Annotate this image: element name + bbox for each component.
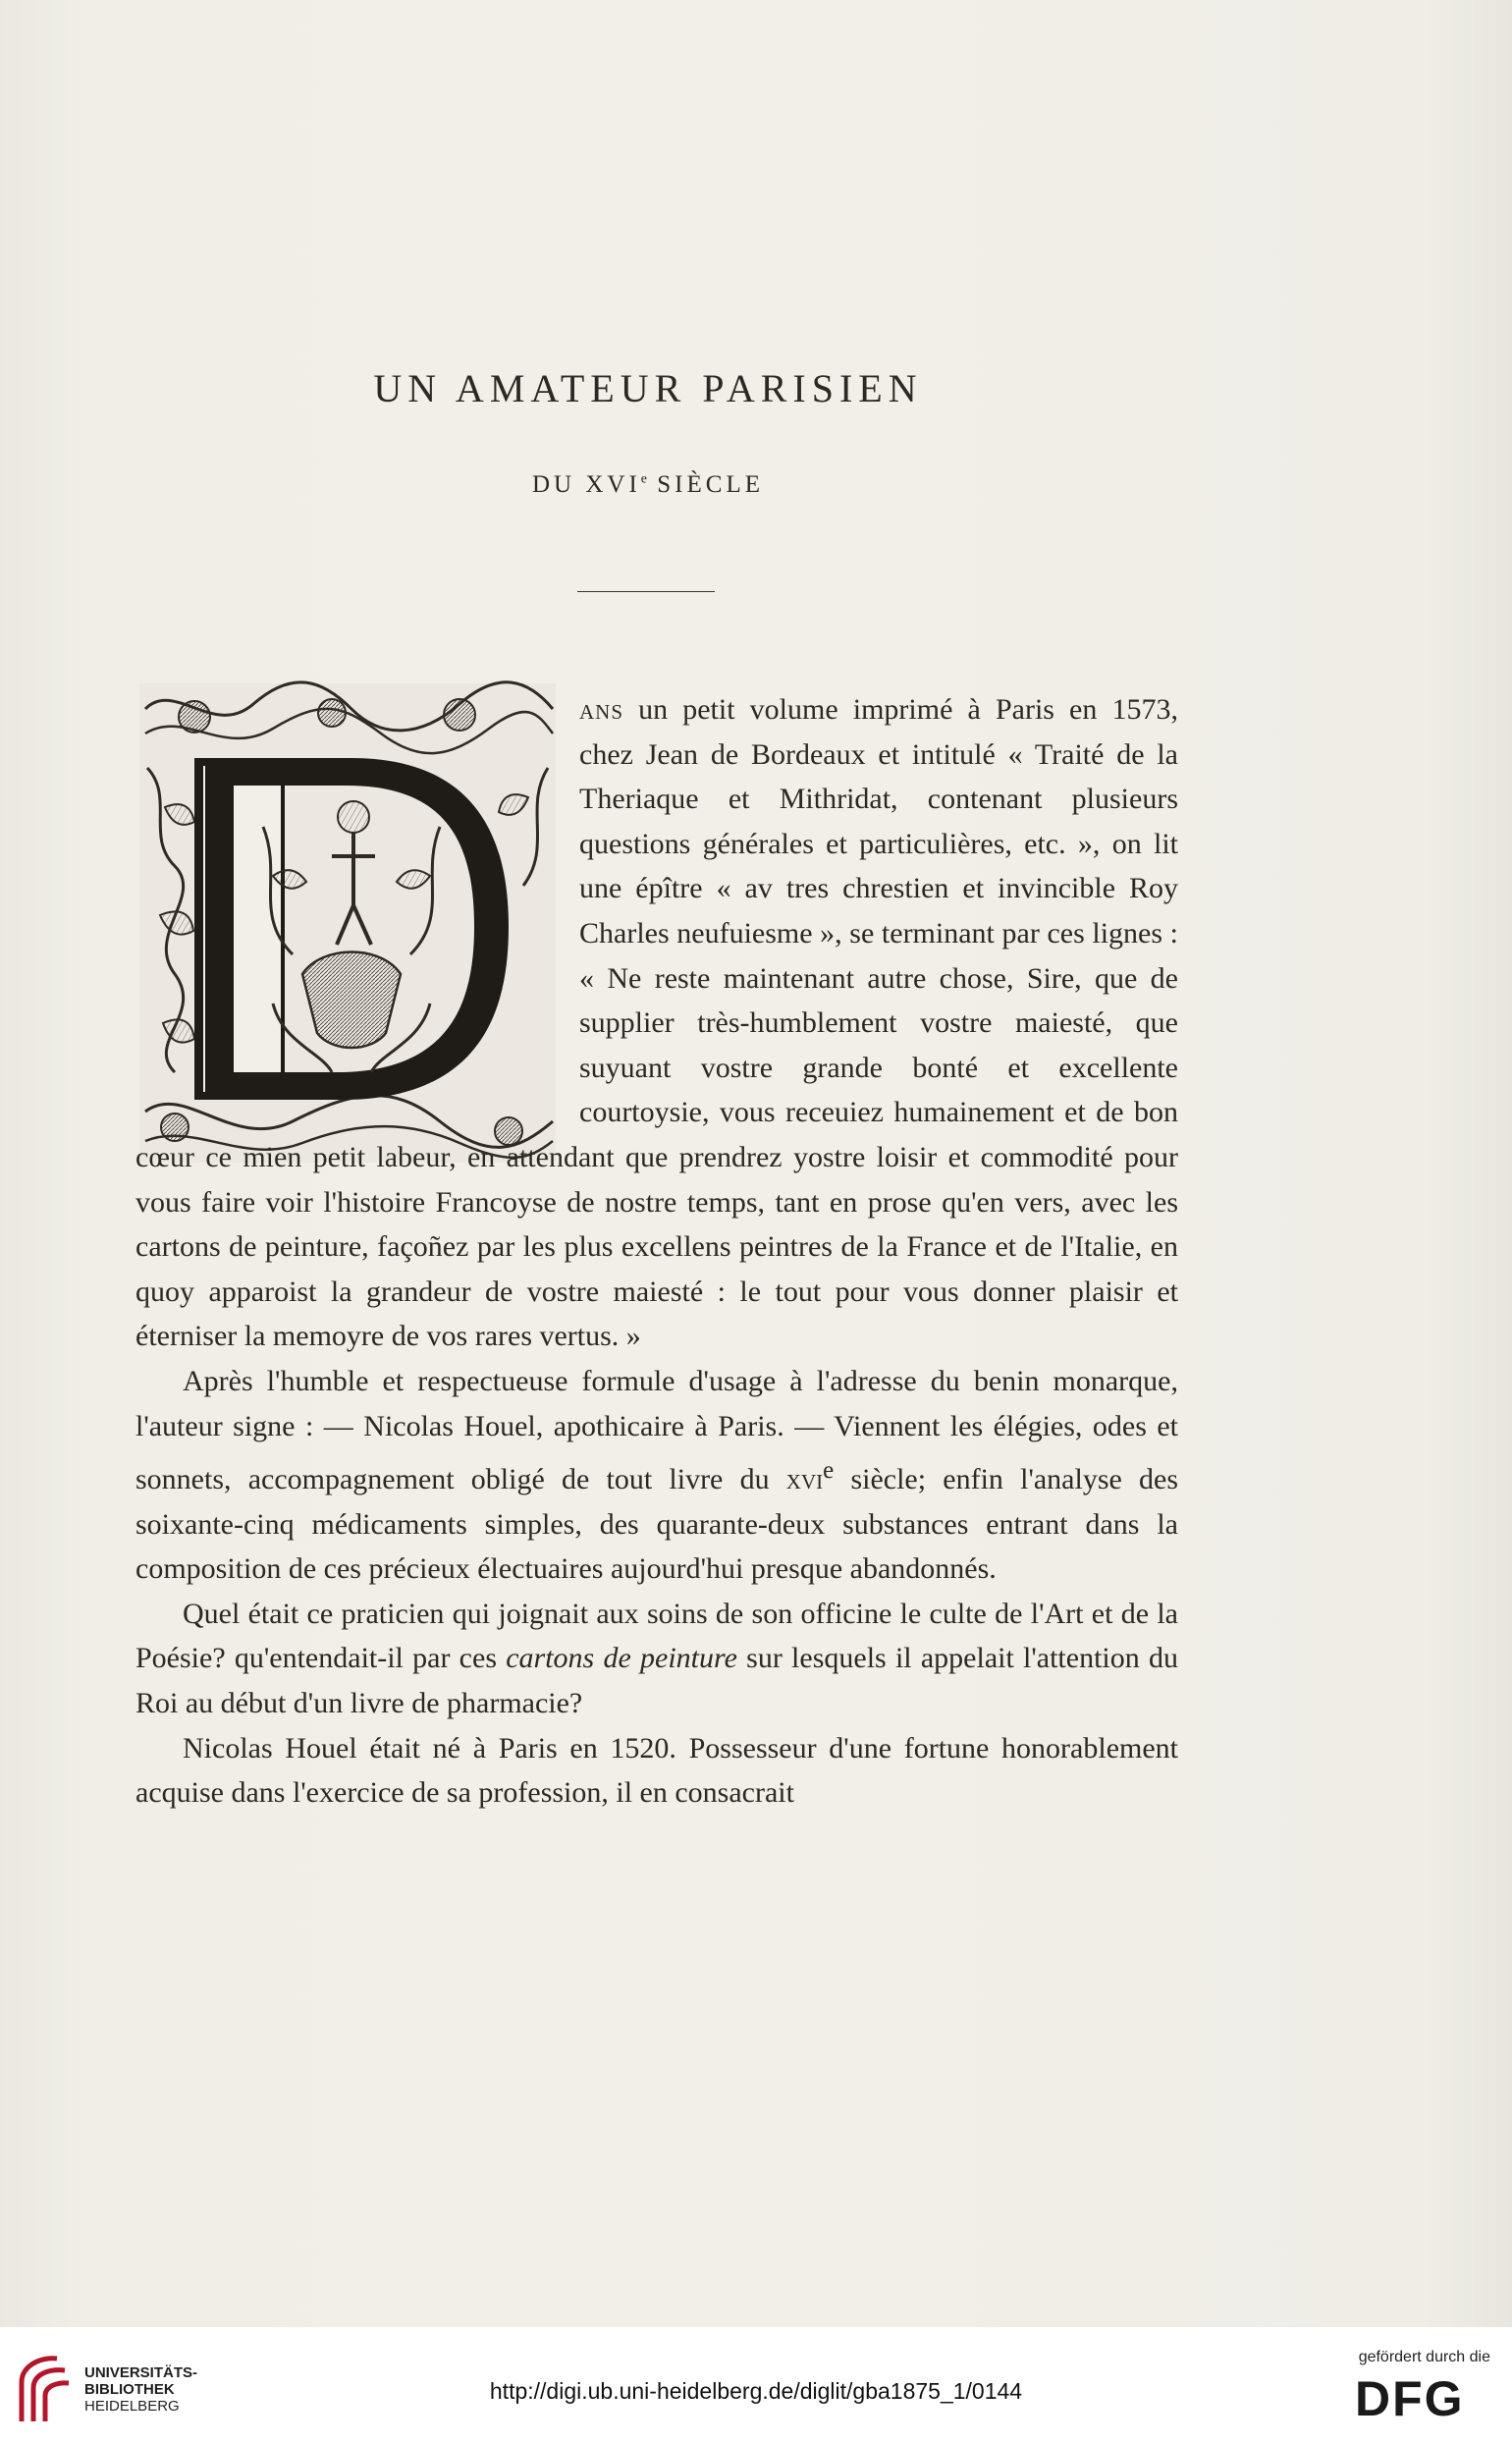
subtitle-superscript: e	[640, 471, 648, 487]
title-divider	[577, 591, 715, 592]
dfg-logo-text: DFG	[1355, 2374, 1465, 2421]
library-line-3: HEIDELBERG	[84, 2398, 180, 2415]
subtitle-suffix: SIÈCLE	[647, 471, 764, 498]
dropcap-continuation: ans	[579, 693, 624, 726]
paragraph-3-text-a: Quel était ce praticien qui joignait aux soins de son officine le culte de l'Art et de la Poésie? qu'entendait-il par ces	[135, 1597, 1178, 1675]
digitization-footer	[0, 2327, 1512, 2443]
paragraph-2	[135, 1359, 1178, 1592]
paragraph-4-text: Nicolas Houel était né à Paris en 1520. Possesseur d'une fortune honorablement acquise dans l'exercice de sa profession, il en consacrait	[135, 1731, 1178, 1810]
dfg-logo-icon	[1355, 2374, 1490, 2421]
article-title: UN AMATEUR PARISIEN	[373, 366, 923, 410]
funding-note: gefördert durch die	[1358, 2349, 1490, 2365]
initial-placeholder	[135, 687, 579, 1131]
article-subtitle	[0, 471, 1296, 499]
paragraph-4	[135, 1726, 1178, 1816]
library-line-1: UNIVERSITÄTS-	[84, 2364, 198, 2381]
library-line-2: BIBLIOTHEK	[84, 2381, 175, 2398]
century-numeral: xvi	[785, 1463, 824, 1496]
paragraph-2-text-b: siècle; enfin l'analyse des soixante-cinq médicaments simples, des quarante-deux substances entrant dans la composition de ces précieux électuaires aujourd'hui presque abandonnés.	[135, 1463, 1179, 1586]
paragraph-3-italic: cartons de peinture	[506, 1642, 737, 1675]
paragraph-2-text-a: Après l'humble et respectueuse formule d'usage à l'adresse du benin monarque, l'auteur signe : — Nicolas Houel, apothicaire à Paris. — Viennent les élégies, odes et sonnets, accompagnement obligé de tout livre du	[135, 1364, 1178, 1496]
paragraph-1	[135, 687, 1178, 1359]
paragraph-3-text-b: sur lesquels il appelait l'attention du Roi au début d'un livre de pharmacie?	[135, 1642, 1178, 1720]
subtitle-prefix: DU XVI	[532, 471, 641, 498]
paragraph-1-text: un petit volume imprimé à Paris en 1573, chez Jean de Bordeaux et intitulé « Traité de la Theriaque et Mithridat, contenant plusieurs questions générales et particulières, etc. », on lit une épître « av tres chrestien et invincible Roy Charles neufuiesme », se terminant par ces lignes : « Ne reste maintenant autre chose, Sire, que de supplier très-humblement vostre maiesté, que suyuant vostre grande bonté et excellente courtoysie, vous receuiez humainement et de bon cœur ce mien petit labeur, en attendant que prendrez yostre loisir et commodité pour vous faire voir l'histoire Francoyse de nostre temps, tant en prose qu'en vers, avec les cartons de peinture, façoñez par les plus excellens peintres de la France et de l'Italie, en quoy apparoist la grandeur de vostre maiesté : le tout pour vous donner plaisir et éterniser la memoyre de vos rares vertus. »	[135, 693, 1178, 1353]
century-superscript: e	[823, 1457, 835, 1485]
paragraph-3	[135, 1592, 1178, 1726]
article-body	[135, 687, 1178, 1816]
permalink-url[interactable]: http://digi.ub.uni-heidelberg.de/diglit/gba1875_1/0144	[489, 2378, 1023, 2404]
